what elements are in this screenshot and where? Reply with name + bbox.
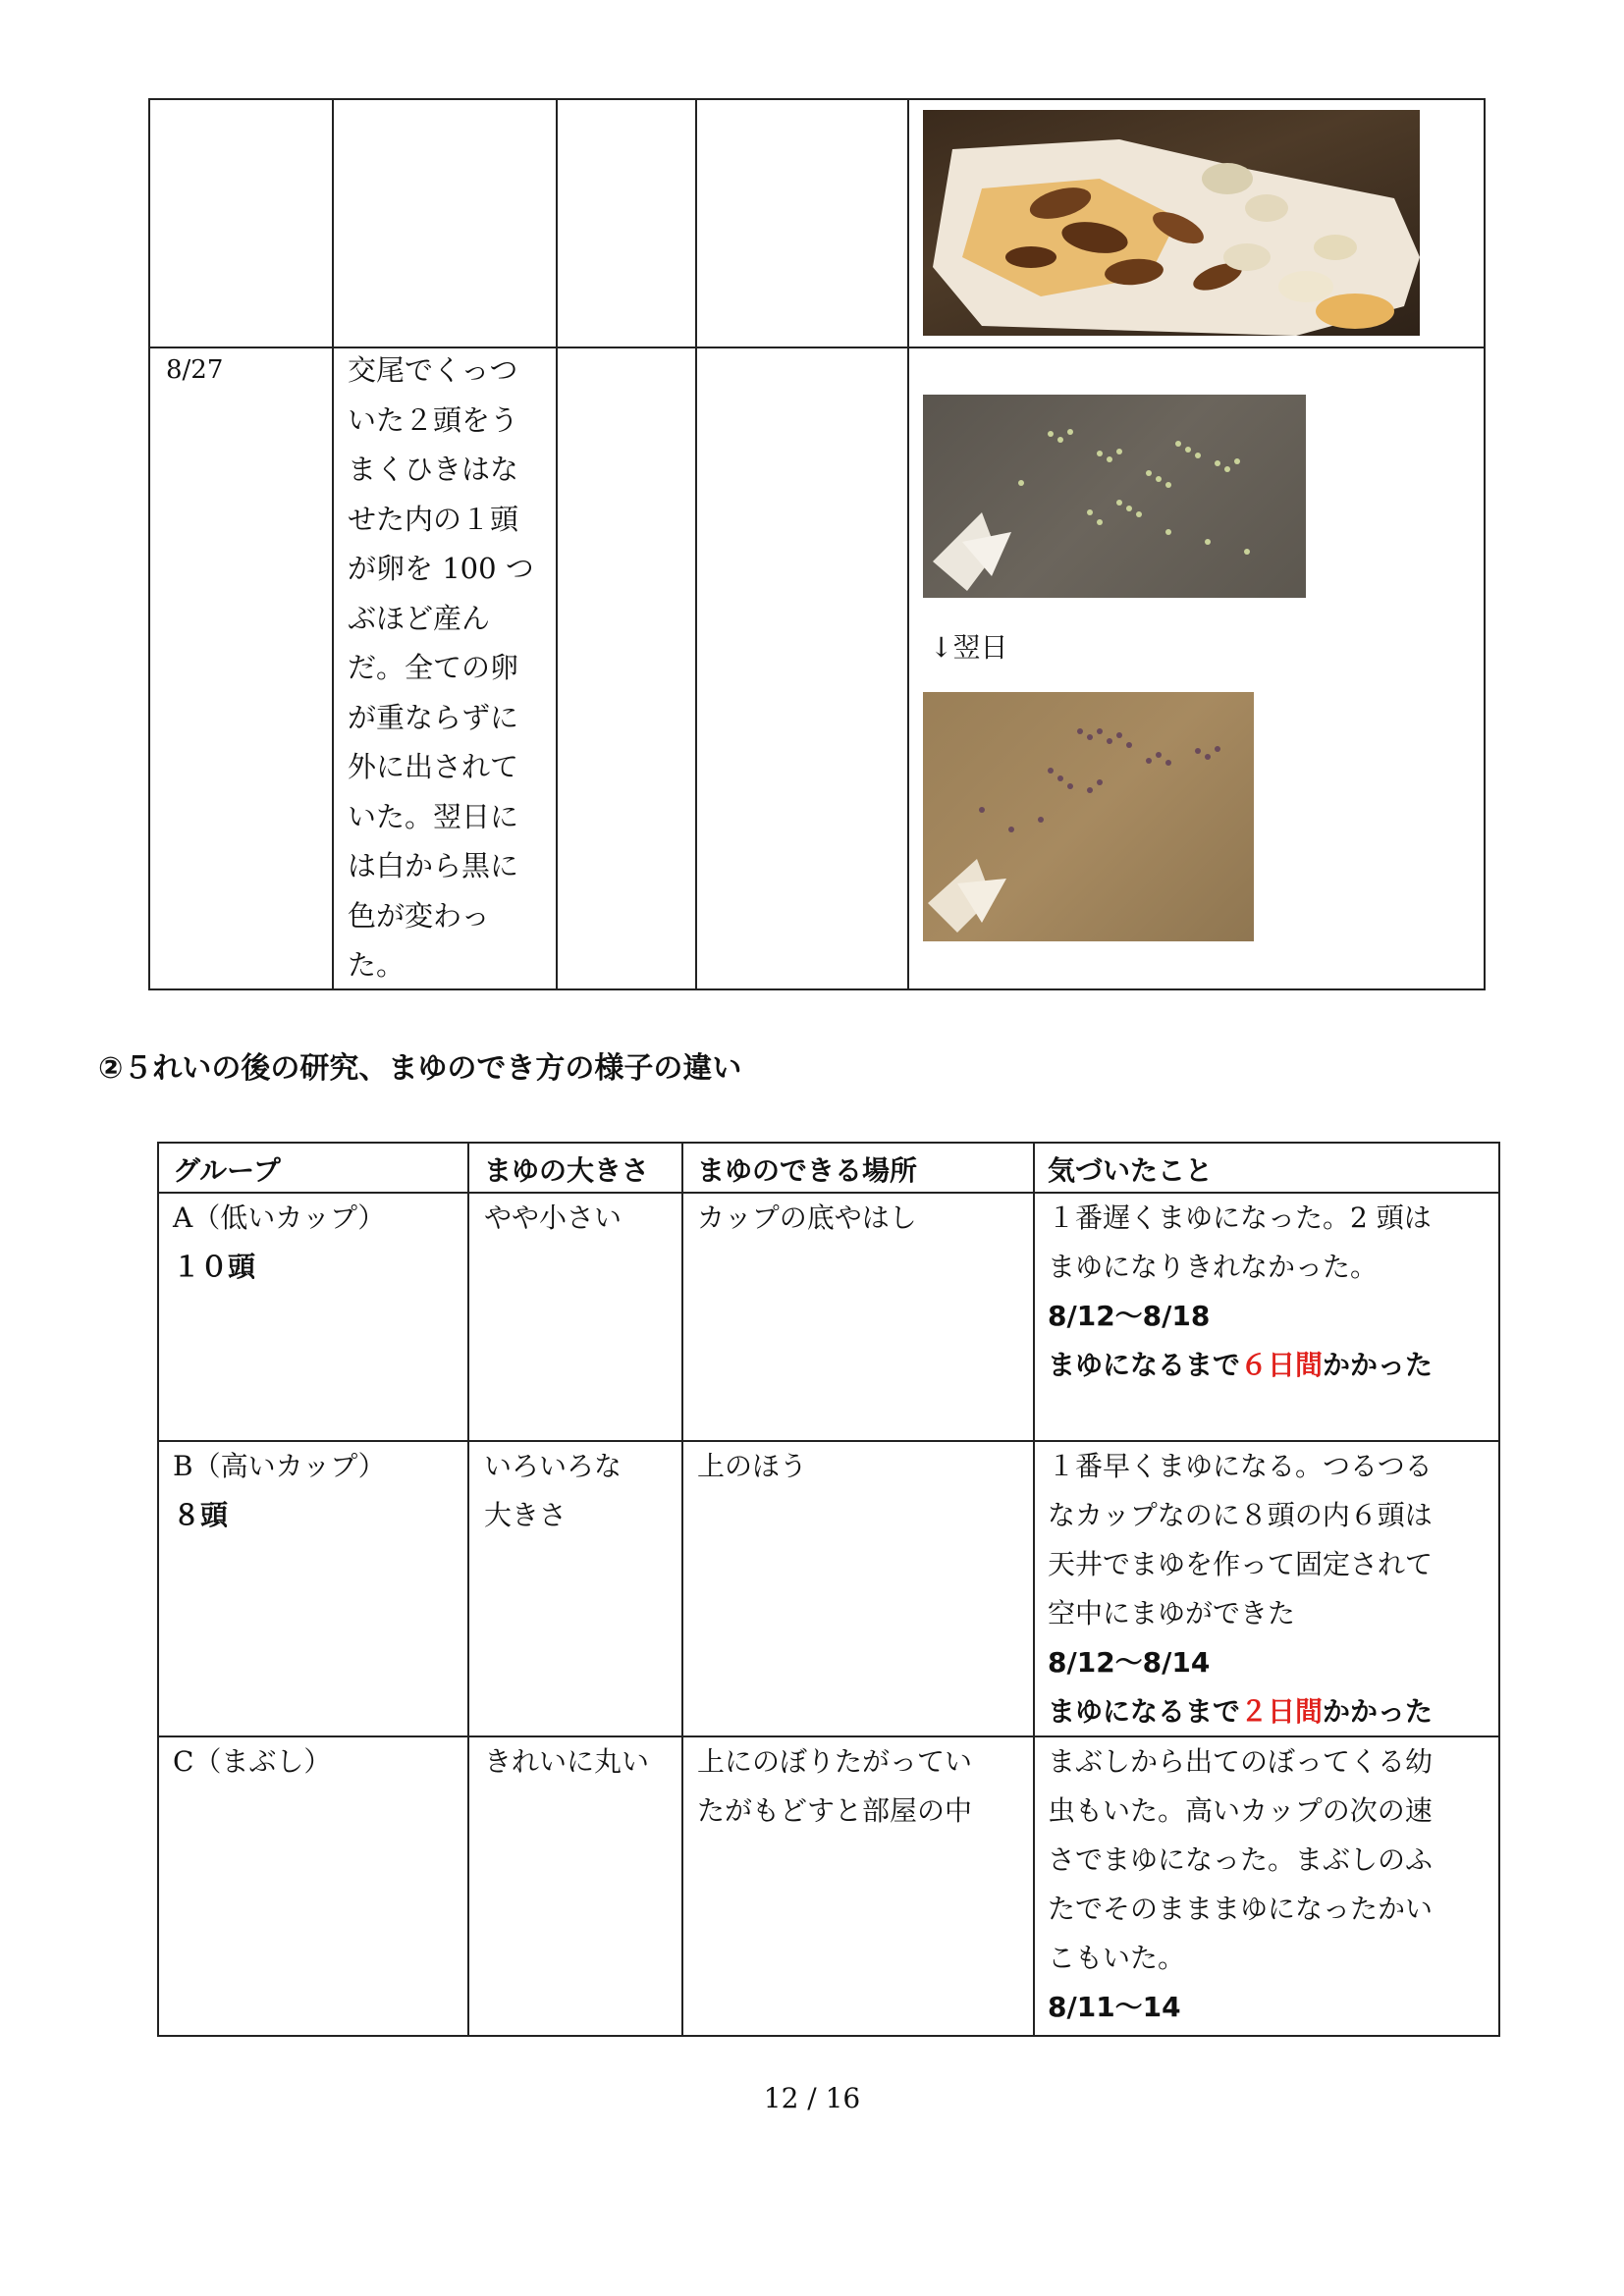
header-group: グループ bbox=[173, 1154, 281, 1187]
observation-table bbox=[148, 98, 1486, 990]
summary-prefix: まゆになるまで bbox=[1048, 1349, 1241, 1381]
notes-line: なカップなのに８頭の内６頭は bbox=[1048, 1499, 1433, 1531]
note-line: いた２頭をう bbox=[348, 402, 519, 437]
notes-line: 天井でまゆを作って固定されて bbox=[1048, 1548, 1434, 1580]
header-cocoon-size: まゆの大きさ bbox=[484, 1154, 650, 1187]
size-text: やや小さい bbox=[484, 1201, 623, 1234]
summary-days: ２日間 bbox=[1240, 1695, 1324, 1728]
note-line: 色が変わっ bbox=[348, 898, 490, 933]
section-heading: ②５れいの後の研究、まゆのでき方の様子の違い bbox=[98, 1051, 742, 1086]
white-eggs-photo bbox=[923, 395, 1306, 598]
size-text: 大きさ bbox=[484, 1499, 568, 1531]
row-a-group-cell bbox=[173, 1194, 385, 1292]
note-line: いた。翌日に bbox=[348, 799, 519, 833]
notes-line: まゆになりきれなかった。 bbox=[1048, 1251, 1379, 1283]
notes-line: 空中にまゆができた bbox=[1048, 1597, 1296, 1629]
notes-line: まぶしから出てのぼってくる幼 bbox=[1048, 1745, 1434, 1778]
row-a-notes-cell bbox=[1048, 1194, 1433, 1390]
summary bbox=[1048, 1341, 1433, 1390]
row-c-group-cell bbox=[173, 1737, 331, 1787]
size-text: きれいに丸い bbox=[484, 1745, 650, 1778]
page-number: 12 / 16 bbox=[763, 2082, 861, 2114]
period: 8/12〜8/14 bbox=[1048, 1646, 1211, 1679]
note-line: だ。全ての卵 bbox=[348, 651, 519, 684]
place-text: たがもどすと部屋の中 bbox=[697, 1794, 973, 1827]
note-line: 外に出されて bbox=[348, 750, 519, 783]
period: 8/12〜8/18 bbox=[1048, 1300, 1211, 1332]
header-cocoon-place: まゆのできる場所 bbox=[697, 1154, 918, 1187]
notes-line: 虫もいた。高いカップの次の速 bbox=[1048, 1794, 1433, 1827]
summary-prefix: まゆになるまで bbox=[1048, 1695, 1241, 1728]
row-b-group-cell bbox=[173, 1442, 386, 1540]
group-count: ８頭 bbox=[173, 1499, 229, 1531]
row-b-size-cell bbox=[484, 1442, 622, 1540]
row-c-notes-cell bbox=[1048, 1737, 1433, 2032]
row-a-place-cell bbox=[697, 1194, 917, 1243]
note-line: が卵を 100 つ bbox=[348, 552, 534, 585]
notes-line: たでそのまままゆになったかい bbox=[1048, 1893, 1434, 1925]
period: 8/11〜14 bbox=[1048, 1991, 1181, 2023]
group-name: C（まぶし） bbox=[173, 1745, 332, 1778]
next-day-label: ↓翌日 bbox=[930, 631, 1008, 664]
header-notes: 気づいたこと bbox=[1048, 1154, 1214, 1187]
row-c-place-cell bbox=[697, 1737, 972, 1836]
note-line: は白から黒に bbox=[348, 849, 519, 882]
notes-line: さでまゆになった。まぶしのふ bbox=[1048, 1843, 1434, 1876]
row-c-size-cell bbox=[484, 1737, 649, 1787]
size-text: いろいろな bbox=[484, 1450, 623, 1482]
group-name: A（低いカップ） bbox=[173, 1201, 386, 1234]
place-text: 上のほう bbox=[697, 1450, 808, 1482]
notes-line: １番早くまゆになる。つるつる bbox=[1048, 1450, 1433, 1482]
note-line: せた内の１頭 bbox=[348, 502, 519, 536]
summary-suffix: かかった bbox=[1323, 1349, 1434, 1381]
group-count: １０頭 bbox=[173, 1251, 256, 1283]
cocoon-comparison-table bbox=[157, 1142, 1500, 2037]
note-line: まくひきはな bbox=[348, 453, 519, 486]
notes-line: １番遅くまゆになった。2 頭は bbox=[1048, 1201, 1432, 1234]
note-line: が重ならずに bbox=[348, 700, 519, 734]
summary-days: ６日間 bbox=[1240, 1349, 1324, 1381]
row-a-size-cell bbox=[484, 1194, 622, 1243]
row-b-place-cell bbox=[697, 1442, 807, 1491]
place-text: 上にのぼりたがってい bbox=[697, 1745, 973, 1778]
place-text: カップの底やはし bbox=[697, 1201, 917, 1234]
entry-date: 8/27 bbox=[166, 355, 224, 385]
darkened-eggs-photo bbox=[923, 692, 1254, 941]
note-line: ぶほど産ん bbox=[348, 601, 491, 635]
mating-observation-note bbox=[348, 346, 534, 990]
group-name: B（高いカップ） bbox=[173, 1450, 386, 1482]
row-b-notes-cell bbox=[1048, 1442, 1433, 1736]
note-line: 交尾でくっつ bbox=[348, 353, 518, 387]
notes-line: こもいた。 bbox=[1048, 1942, 1186, 1974]
summary bbox=[1048, 1687, 1433, 1736]
summary-suffix: かかった bbox=[1323, 1695, 1434, 1728]
moths-on-paper-photo bbox=[923, 110, 1420, 336]
note-line: た。 bbox=[348, 948, 406, 982]
